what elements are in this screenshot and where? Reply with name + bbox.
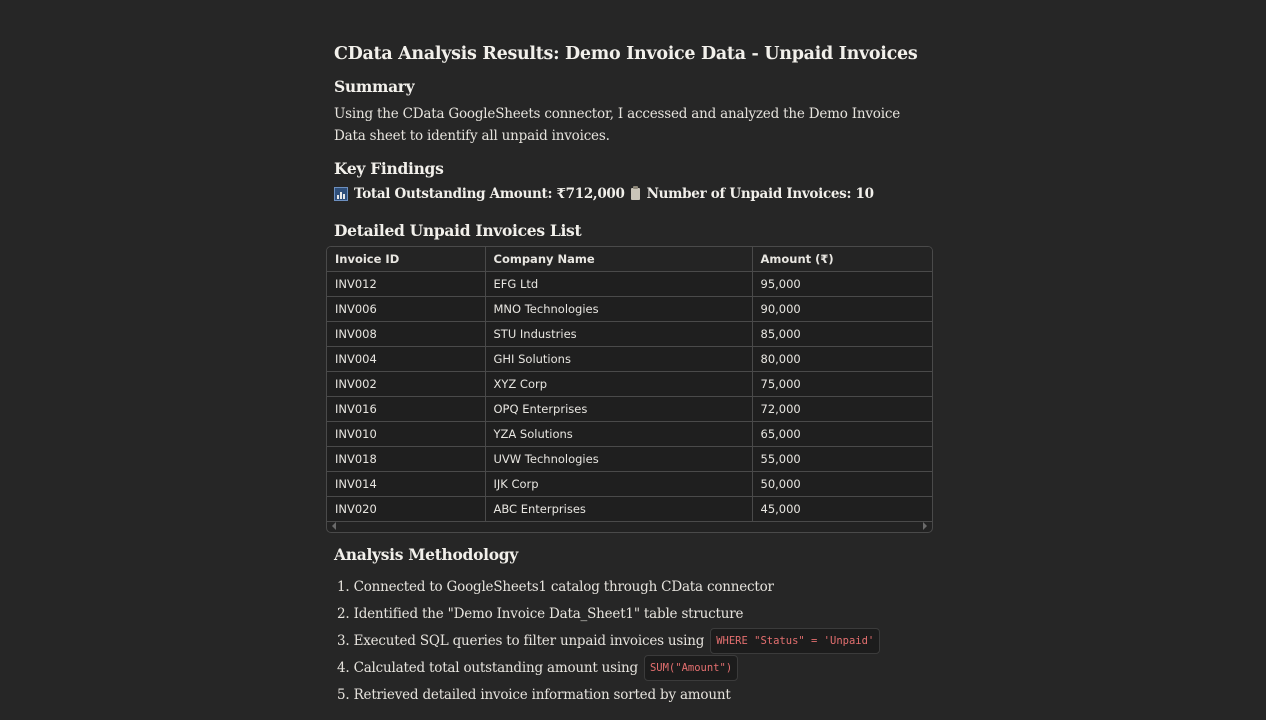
column-header-invoice-id: Invoice ID xyxy=(327,247,485,272)
table-row xyxy=(327,272,932,297)
amount-cell: 72,000 xyxy=(752,397,932,422)
company-name-cell: YZA Solutions xyxy=(485,422,752,447)
invoice-id-cell: INV010 xyxy=(327,422,485,447)
amount-cell: 90,000 xyxy=(752,297,932,322)
amount-cell: 45,000 xyxy=(752,497,932,522)
column-header-company-name: Company Name xyxy=(485,247,752,272)
table-row xyxy=(327,447,932,472)
invoice-id-cell: INV014 xyxy=(327,472,485,497)
methodology-step: 3. Executed SQL queries to filter unpaid invoices using WHERE "Status" = 'Unpaid' xyxy=(337,627,880,654)
horizontal-scrollbar[interactable] xyxy=(327,520,932,532)
company-name-cell: UVW Technologies xyxy=(485,447,752,472)
bar-chart-icon xyxy=(334,187,348,201)
key-findings-heading: Key Findings xyxy=(334,159,444,178)
methodology-step: 4. Calculated total outstanding amount using SUM("Amount") xyxy=(337,654,880,681)
methodology-step: 2. Identified the "Demo Invoice Data_Sheet1" table structure xyxy=(337,605,744,622)
total-outstanding: Total Outstanding Amount: ₹712,000 xyxy=(354,186,625,202)
amount-cell: 65,000 xyxy=(752,422,932,447)
summary-text: Using the CData GoogleSheets connector, I accessed and analyzed the Demo Invoice Data sheet to identify all unpaid invoices. xyxy=(334,106,900,144)
methodology-step: 5. Retrieved detailed invoice information sorted by amount xyxy=(337,686,731,703)
table-row xyxy=(327,472,932,497)
amount-cell: 50,000 xyxy=(752,472,932,497)
scroll-left-arrow-icon[interactable] xyxy=(332,522,336,530)
table-row xyxy=(327,497,932,522)
invoice-id-cell: INV020 xyxy=(327,497,485,522)
table-row xyxy=(327,297,932,322)
company-name-cell: XYZ Corp xyxy=(485,372,752,397)
invoice-id-cell: INV018 xyxy=(327,447,485,472)
company-name-cell: STU Industries xyxy=(485,322,752,347)
company-name-cell: OPQ Enterprises xyxy=(485,397,752,422)
amount-cell: 80,000 xyxy=(752,347,932,372)
table-row xyxy=(327,422,932,447)
amount-cell: 75,000 xyxy=(752,372,932,397)
table-row xyxy=(327,347,932,372)
amount-cell: 85,000 xyxy=(752,322,932,347)
invoices-table xyxy=(327,247,932,522)
invoice-id-cell: INV012 xyxy=(327,272,485,297)
amount-cell: 55,000 xyxy=(752,447,932,472)
unpaid-count: Number of Unpaid Invoices: 10 xyxy=(646,186,874,202)
company-name-cell: EFG Ltd xyxy=(485,272,752,297)
table-row xyxy=(327,322,932,347)
column-header-amount: Amount (₹) xyxy=(752,247,932,272)
invoices-list-heading: Detailed Unpaid Invoices List xyxy=(334,221,582,240)
company-name-cell: ABC Enterprises xyxy=(485,497,752,522)
invoice-id-cell: INV016 xyxy=(327,397,485,422)
inline-code: WHERE "Status" = 'Unpaid' xyxy=(710,628,880,654)
methodology-step: 1. Connected to GoogleSheets1 catalog through CData connector xyxy=(337,578,774,595)
table-header-row xyxy=(327,247,932,272)
scroll-right-arrow-icon[interactable] xyxy=(923,522,927,530)
clipboard-icon xyxy=(631,188,640,200)
inline-code: SUM("Amount") xyxy=(644,655,738,681)
company-name-cell: IJK Corp xyxy=(485,472,752,497)
page-title: CData Analysis Results: Demo Invoice Data - Unpaid Invoices xyxy=(334,44,918,64)
invoices-table-container[interactable] xyxy=(326,246,933,533)
table-row xyxy=(327,397,932,422)
methodology-heading: Analysis Methodology xyxy=(334,545,519,564)
invoice-id-cell: INV006 xyxy=(327,297,485,322)
key-findings-line xyxy=(334,186,874,202)
invoice-id-cell: INV004 xyxy=(327,347,485,372)
methodology-steps xyxy=(337,573,880,708)
company-name-cell: GHI Solutions xyxy=(485,347,752,372)
invoice-id-cell: INV008 xyxy=(327,322,485,347)
summary-heading: Summary xyxy=(334,77,415,96)
invoice-id-cell: INV002 xyxy=(327,372,485,397)
company-name-cell: MNO Technologies xyxy=(485,297,752,322)
amount-cell: 95,000 xyxy=(752,272,932,297)
table-row xyxy=(327,372,932,397)
